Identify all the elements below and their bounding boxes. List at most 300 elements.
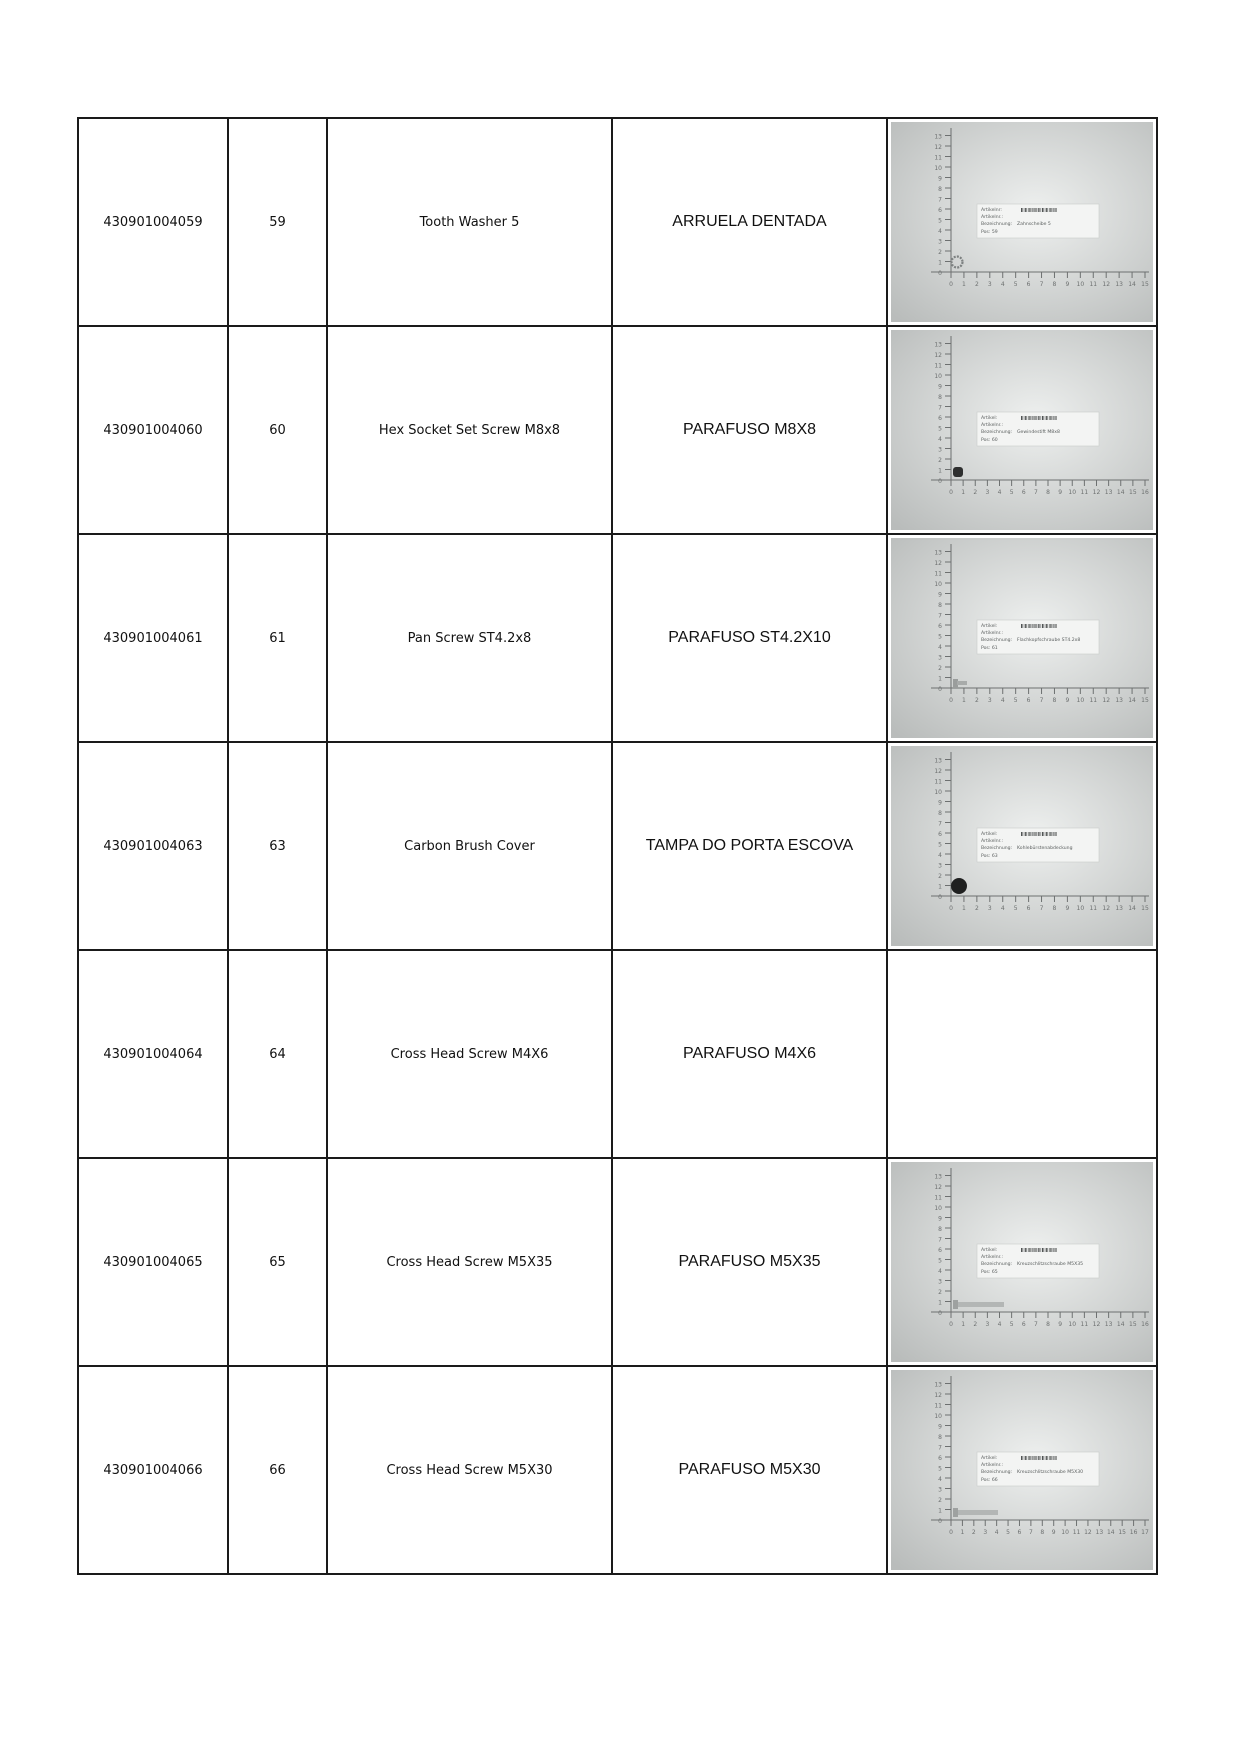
horizontal-ruler-tick-label: 7 [1033, 1321, 1038, 1328]
vertical-ruler-tick-label: 4 [938, 644, 942, 651]
horizontal-ruler-tick-label: 7 [1028, 1529, 1033, 1536]
horizontal-ruler-tick-label: 4 [997, 489, 1002, 496]
barcode-bar [1022, 1456, 1023, 1460]
vertical-ruler-tick-label: 3 [938, 238, 942, 246]
horizontal-ruler-tick-label: 7 [1039, 697, 1044, 704]
horizontal-ruler-tick-label: 11 [1072, 1529, 1081, 1536]
label-card-text: Artikelnr.: [981, 1255, 1004, 1260]
label-card-text: Pos: 65 [981, 1270, 998, 1275]
part-photo [891, 746, 1153, 946]
vertical-ruler-tick-label: 2 [938, 873, 942, 880]
vertical-ruler-tick-label: 8 [938, 1434, 942, 1441]
barcode-bar [1049, 416, 1050, 420]
barcode-bar [1042, 624, 1043, 628]
vertical-ruler-tick-label: 13 [934, 1381, 942, 1389]
barcode-bar [1041, 208, 1042, 212]
barcode-bar [1039, 416, 1040, 420]
vertical-ruler-tick-label: 12 [934, 352, 942, 359]
description-pt-cell: PARAFUSO ST4.2X10 [612, 534, 887, 742]
vertical-ruler-tick-label: 0 [938, 478, 942, 485]
label-card-text: Kreuzschlitzschraube M5X35 [1017, 1262, 1084, 1267]
horizontal-ruler-tick-label: 13 [1115, 281, 1123, 288]
position-number-cell: 60 [228, 326, 327, 534]
barcode-bar [1052, 832, 1053, 836]
vertical-ruler-tick-label: 11 [934, 362, 942, 370]
vertical-ruler-tick-label: 3 [938, 1486, 942, 1494]
horizontal-ruler-tick-label: 14 [1128, 905, 1136, 912]
vertical-ruler-tick-label: 13 [934, 341, 942, 349]
vertical-ruler-tick-label: 10 [934, 373, 942, 380]
vertical-ruler-tick-label: 1 [938, 883, 942, 891]
barcode-bar [1039, 1248, 1040, 1252]
barcode-bar [1046, 624, 1047, 628]
barcode-bar [1027, 1248, 1028, 1252]
table-row [78, 1366, 1157, 1574]
vertical-ruler-tick-label: 6 [938, 1455, 942, 1462]
barcode-bar [1056, 208, 1057, 212]
description-pt-cell: PARAFUSO M5X30 [612, 1366, 887, 1574]
barcode-bar [1048, 1248, 1049, 1252]
table-row [78, 1158, 1157, 1366]
vertical-ruler-tick-label: 7 [938, 612, 942, 620]
barcode-bar [1039, 624, 1040, 628]
barcode-bar [1048, 1456, 1049, 1460]
barcode-bar [1053, 1456, 1054, 1460]
vertical-ruler-tick-label: 7 [938, 196, 942, 204]
horizontal-ruler-tick-label: 2 [974, 281, 979, 288]
horizontal-ruler-tick-label: 6 [1017, 1529, 1022, 1536]
description-pt-cell: ARRUELA DENTADA [612, 118, 887, 326]
part-code-cell: 430901004059 [78, 118, 228, 326]
description-en-cell: Cross Head Screw M5X35 [327, 1158, 612, 1366]
label-card-text: Bezeichnung: [981, 846, 1013, 851]
barcode-bar [1045, 1248, 1046, 1252]
horizontal-ruler-tick-label: 3 [987, 905, 992, 912]
vertical-ruler-tick-label: 7 [938, 1444, 942, 1452]
label-card-text: Pos: 61 [981, 646, 998, 651]
barcode-bar [1029, 624, 1030, 628]
horizontal-ruler-tick-label: 12 [1092, 489, 1101, 496]
barcode-bar [1034, 1456, 1035, 1460]
barcode-bar [1032, 208, 1033, 212]
brush-cover-shape [951, 878, 967, 894]
barcode-bar [1027, 208, 1028, 212]
barcode-bar [1043, 416, 1044, 420]
barcode-bar [1027, 1456, 1028, 1460]
horizontal-ruler-tick-label: 2 [973, 489, 978, 496]
horizontal-ruler-tick-label: 15 [1141, 905, 1149, 912]
barcode-bar [1055, 416, 1056, 420]
barcode-bar [1045, 208, 1046, 212]
barcode-bar [1024, 416, 1025, 420]
barcode-bar [1041, 416, 1042, 420]
vertical-ruler-tick-label: 4 [938, 852, 942, 859]
ruler-photo-svg [891, 330, 1153, 530]
barcode-bar [1038, 208, 1039, 212]
barcode-bar [1031, 416, 1032, 420]
barcode-bar [1021, 1456, 1022, 1460]
vertical-ruler-tick-label: 11 [934, 778, 942, 786]
horizontal-ruler-tick-label: 10 [1076, 697, 1085, 704]
photo-cell [887, 326, 1157, 534]
barcode-bar [1050, 1456, 1051, 1460]
barcode-bar [1042, 832, 1043, 836]
barcode-bar [1024, 1456, 1025, 1460]
barcode-bar [1027, 624, 1028, 628]
horizontal-ruler-tick-label: 15 [1141, 697, 1149, 704]
horizontal-ruler-tick-label: 2 [974, 697, 979, 704]
barcode-bar [1041, 832, 1042, 836]
horizontal-ruler-tick-label: 6 [1026, 281, 1031, 288]
vertical-ruler-tick-label: 13 [934, 757, 942, 765]
horizontal-ruler-tick-label: 0 [949, 1529, 953, 1536]
barcode-bar [1049, 1456, 1050, 1460]
vertical-ruler-tick-label: 1 [938, 467, 942, 475]
description-en-cell: Cross Head Screw M5X30 [327, 1366, 612, 1574]
horizontal-ruler-tick-label: 7 [1039, 905, 1044, 912]
vertical-ruler-tick-label: 7 [938, 404, 942, 412]
barcode-bar [1056, 416, 1057, 420]
label-card-text: Artikel: [981, 416, 998, 421]
barcode-bar [1022, 832, 1023, 836]
horizontal-ruler-tick-label: 9 [1065, 905, 1070, 912]
vertical-ruler-tick-label: 4 [938, 1268, 942, 1275]
label-card-text: Bezeichnung: [981, 1262, 1013, 1267]
photo-cell [887, 742, 1157, 950]
barcode-bar [1029, 208, 1030, 212]
barcode-bar [1025, 1248, 1026, 1252]
ruler-photo-svg [891, 1162, 1153, 1362]
vertical-ruler-tick-label: 13 [934, 549, 942, 557]
vertical-ruler-tick-label: 7 [938, 1236, 942, 1244]
vertical-ruler-tick-label: 13 [934, 133, 942, 141]
label-card-text: Artikel: [981, 1456, 998, 1461]
barcode-bar [1052, 416, 1053, 420]
barcode-bar [1032, 624, 1033, 628]
vertical-ruler-tick-label: 3 [938, 654, 942, 662]
barcode-bar [1035, 1248, 1036, 1252]
barcode-bar [1032, 832, 1033, 836]
barcode-bar [1025, 624, 1026, 628]
vertical-ruler-tick-label: 9 [938, 175, 942, 183]
barcode-bar [1024, 832, 1025, 836]
barcode-bar [1027, 416, 1028, 420]
vertical-ruler-tick-label: 11 [934, 1194, 942, 1202]
barcode-bar [1028, 416, 1029, 420]
vertical-ruler-tick-label: 4 [938, 1476, 942, 1483]
barcode-bar [1029, 832, 1030, 836]
vertical-ruler-tick-label: 1 [938, 1299, 942, 1307]
horizontal-ruler-tick-label: 11 [1080, 1321, 1089, 1328]
barcode-bar [1029, 1248, 1030, 1252]
horizontal-ruler-tick-label: 1 [962, 281, 966, 288]
position-number-cell: 65 [228, 1158, 327, 1366]
vertical-ruler-tick-label: 10 [934, 165, 942, 172]
barcode-bar [1045, 832, 1046, 836]
photo-cell [887, 118, 1157, 326]
barcode-bar [1032, 416, 1033, 420]
horizontal-ruler-tick-label: 1 [960, 1529, 965, 1536]
barcode-bar [1034, 832, 1035, 836]
label-card-text: Pos: 66 [981, 1478, 998, 1483]
horizontal-ruler-tick-label: 16 [1141, 489, 1149, 496]
vertical-ruler-tick-label: 9 [938, 1215, 942, 1223]
barcode-bar [1049, 832, 1050, 836]
horizontal-ruler-tick-label: 8 [1052, 905, 1057, 912]
barcode-bar [1035, 1456, 1036, 1460]
label-card-text: Artikelnr.: [981, 423, 1004, 428]
label-card-text: Artikelnr.: [981, 1463, 1004, 1468]
horizontal-ruler-tick-label: 0 [949, 281, 953, 288]
vertical-ruler-tick-label: 6 [938, 1247, 942, 1254]
label-card-text: Pos: 59 [981, 230, 998, 235]
horizontal-ruler-tick-label: 4 [994, 1529, 999, 1536]
barcode-bar [1024, 208, 1025, 212]
horizontal-ruler-tick-label: 9 [1065, 281, 1070, 288]
vertical-ruler-tick-label: 4 [938, 228, 942, 235]
vertical-ruler-tick-label: 13 [934, 1173, 942, 1181]
vertical-ruler-tick-label: 6 [938, 831, 942, 838]
barcode-bar [1048, 832, 1049, 836]
barcode-bar [1056, 1456, 1057, 1460]
barcode-bar [1046, 416, 1047, 420]
vertical-ruler-tick-label: 2 [938, 457, 942, 464]
vertical-ruler-tick-label: 0 [938, 686, 942, 693]
description-pt-cell: PARAFUSO M5X35 [612, 1158, 887, 1366]
barcode-bar [1034, 208, 1035, 212]
vertical-ruler-tick-label: 2 [938, 665, 942, 672]
photo-cell [887, 1366, 1157, 1574]
barcode-bar [1038, 832, 1039, 836]
horizontal-ruler-tick-label: 0 [949, 697, 953, 704]
horizontal-ruler-tick-label: 4 [1000, 905, 1005, 912]
vertical-ruler-tick-label: 2 [938, 249, 942, 256]
barcode-bar [1055, 1456, 1056, 1460]
horizontal-ruler-tick-label: 14 [1106, 1529, 1115, 1536]
barcode-bar [1032, 1456, 1033, 1460]
part-code-cell: 430901004060 [78, 326, 228, 534]
barcode-bar [1048, 208, 1049, 212]
horizontal-ruler-tick-label: 1 [962, 697, 966, 704]
horizontal-ruler-tick-label: 6 [1021, 489, 1026, 496]
barcode-bar [1052, 624, 1053, 628]
horizontal-ruler-tick-label: 5 [1013, 281, 1018, 288]
barcode-bar [1053, 832, 1054, 836]
photo-cell-empty [887, 950, 1157, 1158]
horizontal-ruler-tick-label: 4 [997, 1321, 1002, 1328]
horizontal-ruler-tick-label: 8 [1040, 1529, 1045, 1536]
barcode-bar [1038, 1456, 1039, 1460]
barcode-bar [1031, 1456, 1032, 1460]
barcode-bar [1041, 1456, 1042, 1460]
horizontal-ruler-tick-label: 6 [1026, 905, 1031, 912]
horizontal-ruler-tick-label: 12 [1084, 1529, 1092, 1536]
vertical-ruler-tick-label: 12 [934, 768, 942, 775]
description-en-cell: Tooth Washer 5 [327, 118, 612, 326]
barcode-bar [1052, 1248, 1053, 1252]
description-pt-cell: TAMPA DO PORTA ESCOVA [612, 742, 887, 950]
barcode-bar [1036, 416, 1037, 420]
barcode-bar [1043, 1248, 1044, 1252]
horizontal-ruler-tick-label: 15 [1129, 489, 1137, 496]
description-pt-cell: PARAFUSO M4X6 [612, 950, 887, 1158]
horizontal-ruler-tick-label: 12 [1092, 1321, 1101, 1328]
vertical-ruler-tick-label: 4 [938, 436, 942, 443]
part-photo [891, 1370, 1153, 1570]
horizontal-ruler-tick-label: 12 [1102, 281, 1111, 288]
table-row [78, 118, 1157, 326]
barcode-bar [1028, 832, 1029, 836]
horizontal-ruler-tick-label: 0 [949, 1321, 953, 1328]
vertical-ruler-tick-label: 1 [938, 1507, 942, 1515]
vertical-ruler-tick-label: 8 [938, 1226, 942, 1233]
barcode-bar [1050, 416, 1051, 420]
vertical-ruler-tick-label: 11 [934, 1402, 942, 1410]
barcode-bar [1050, 208, 1051, 212]
horizontal-ruler-tick-label: 13 [1095, 1529, 1104, 1536]
barcode-bar [1042, 1248, 1043, 1252]
horizontal-ruler-tick-label: 6 [1021, 1321, 1026, 1328]
vertical-ruler-tick-label: 9 [938, 1423, 942, 1431]
barcode-bar [1049, 208, 1050, 212]
label-card-text: Bezeichnung: [981, 638, 1013, 643]
part-code-cell: 430901004061 [78, 534, 228, 742]
label-card-text: Artikelnr.: [981, 839, 1004, 844]
barcode-bar [1022, 624, 1023, 628]
description-en-cell: Cross Head Screw M4X6 [327, 950, 612, 1158]
description-en-cell: Carbon Brush Cover [327, 742, 612, 950]
photo-cell [887, 534, 1157, 742]
horizontal-ruler-tick-label: 17 [1141, 1529, 1149, 1536]
description-en-cell: Pan Screw ST4.2x8 [327, 534, 612, 742]
part-photo [891, 538, 1153, 738]
barcode-bar [1036, 1456, 1037, 1460]
horizontal-ruler-tick-label: 14 [1116, 489, 1125, 496]
barcode-bar [1039, 1456, 1040, 1460]
barcode-bar [1031, 208, 1032, 212]
horizontal-ruler-tick-label: 8 [1046, 1321, 1050, 1328]
vertical-ruler-tick-label: 5 [938, 1465, 942, 1473]
horizontal-ruler-tick-label: 10 [1061, 1529, 1069, 1536]
position-number-cell: 61 [228, 534, 327, 742]
barcode-bar [1021, 208, 1022, 212]
horizontal-ruler-tick-label: 0 [949, 905, 953, 912]
horizontal-ruler-tick-label: 5 [1006, 1529, 1010, 1536]
horizontal-ruler-tick-label: 13 [1104, 489, 1113, 496]
barcode-bar [1032, 1248, 1033, 1252]
table-row [78, 326, 1157, 534]
vertical-ruler-tick-label: 6 [938, 207, 942, 214]
vertical-ruler-tick-label: 0 [938, 1518, 942, 1525]
vertical-ruler-tick-label: 1 [938, 259, 942, 267]
barcode-bar [1043, 208, 1044, 212]
barcode-bar [1036, 208, 1037, 212]
horizontal-ruler-tick-label: 12 [1102, 905, 1111, 912]
barcode-bar [1025, 208, 1026, 212]
barcode-bar [1052, 208, 1053, 212]
barcode-bar [1042, 1456, 1043, 1460]
label-card-text: Artikel: [981, 832, 998, 837]
barcode-bar [1028, 1248, 1029, 1252]
label-card-text: Kohlebürstenabdeckung [1017, 846, 1073, 851]
position-number-cell: 59 [228, 118, 327, 326]
label-card-text: Artikelnr.: [981, 631, 1004, 636]
barcode-bar [1035, 624, 1036, 628]
horizontal-ruler-tick-label: 8 [1052, 697, 1057, 704]
vertical-ruler-tick-label: 5 [938, 841, 942, 849]
vertical-ruler-tick-label: 6 [938, 415, 942, 422]
screw-head-shape [953, 1300, 958, 1309]
barcode-bar [1036, 1248, 1037, 1252]
horizontal-ruler-tick-label: 13 [1115, 697, 1123, 704]
horizontal-ruler-tick-label: 13 [1104, 1321, 1113, 1328]
horizontal-ruler-tick-label: 2 [974, 905, 979, 912]
part-photo [891, 330, 1153, 530]
barcode-bar [1024, 1248, 1025, 1252]
label-card-text: Artikelnr.: [981, 215, 1004, 220]
barcode-bar [1034, 416, 1035, 420]
barcode-bar [1031, 1248, 1032, 1252]
horizontal-ruler-tick-label: 3 [987, 281, 992, 288]
barcode-bar [1043, 624, 1044, 628]
barcode-bar [1021, 1248, 1022, 1252]
vertical-ruler-tick-label: 5 [938, 217, 942, 225]
vertical-ruler-tick-label: 5 [938, 1257, 942, 1265]
horizontal-ruler-tick-label: 10 [1076, 905, 1085, 912]
vertical-ruler-tick-label: 9 [938, 383, 942, 391]
label-card-text: Flachkopfschraube ST4.2x8 [1017, 638, 1081, 643]
barcode-bar [1049, 1248, 1050, 1252]
barcode-bar [1043, 832, 1044, 836]
barcode-bar [1027, 832, 1028, 836]
vertical-ruler-tick-label: 2 [938, 1497, 942, 1504]
horizontal-ruler-tick-label: 16 [1141, 1321, 1149, 1328]
screw-shaft-shape [958, 1510, 998, 1515]
vertical-ruler-tick-label: 10 [934, 581, 942, 588]
vertical-ruler-tick-label: 12 [934, 560, 942, 567]
barcode-bar [1053, 624, 1054, 628]
barcode-bar [1049, 624, 1050, 628]
vertical-ruler-tick-label: 3 [938, 862, 942, 870]
barcode-bar [1035, 832, 1036, 836]
part-code-cell: 430901004065 [78, 1158, 228, 1366]
vertical-ruler-tick-label: 8 [938, 394, 942, 401]
vertical-ruler-tick-label: 10 [934, 1205, 942, 1212]
screw-shaft-shape [958, 1302, 1004, 1307]
horizontal-ruler-tick-label: 11 [1089, 281, 1098, 288]
barcode-bar [1021, 624, 1022, 628]
table-row [78, 534, 1157, 742]
barcode-bar [1046, 1248, 1047, 1252]
barcode-bar [1029, 416, 1030, 420]
label-card-text: Artikelnr: [981, 208, 1002, 213]
part-code-cell: 430901004066 [78, 1366, 228, 1574]
barcode-bar [1038, 624, 1039, 628]
vertical-ruler-tick-label: 8 [938, 186, 942, 193]
barcode-bar [1050, 1248, 1051, 1252]
vertical-ruler-tick-label: 3 [938, 1278, 942, 1286]
horizontal-ruler-tick-label: 11 [1080, 489, 1089, 496]
label-card-text: Bezeichnung: [981, 430, 1013, 435]
barcode-bar [1028, 624, 1029, 628]
ruler-photo-svg [891, 746, 1153, 946]
description-pt-cell: PARAFUSO M8X8 [612, 326, 887, 534]
barcode-bar [1045, 1456, 1046, 1460]
label-card-text: Kreuzschlitzschraube M5X30 [1017, 1470, 1084, 1475]
horizontal-ruler-tick-label: 4 [1000, 281, 1005, 288]
horizontal-ruler-tick-label: 10 [1076, 281, 1085, 288]
pan-screw-shaft-shape [957, 681, 967, 685]
